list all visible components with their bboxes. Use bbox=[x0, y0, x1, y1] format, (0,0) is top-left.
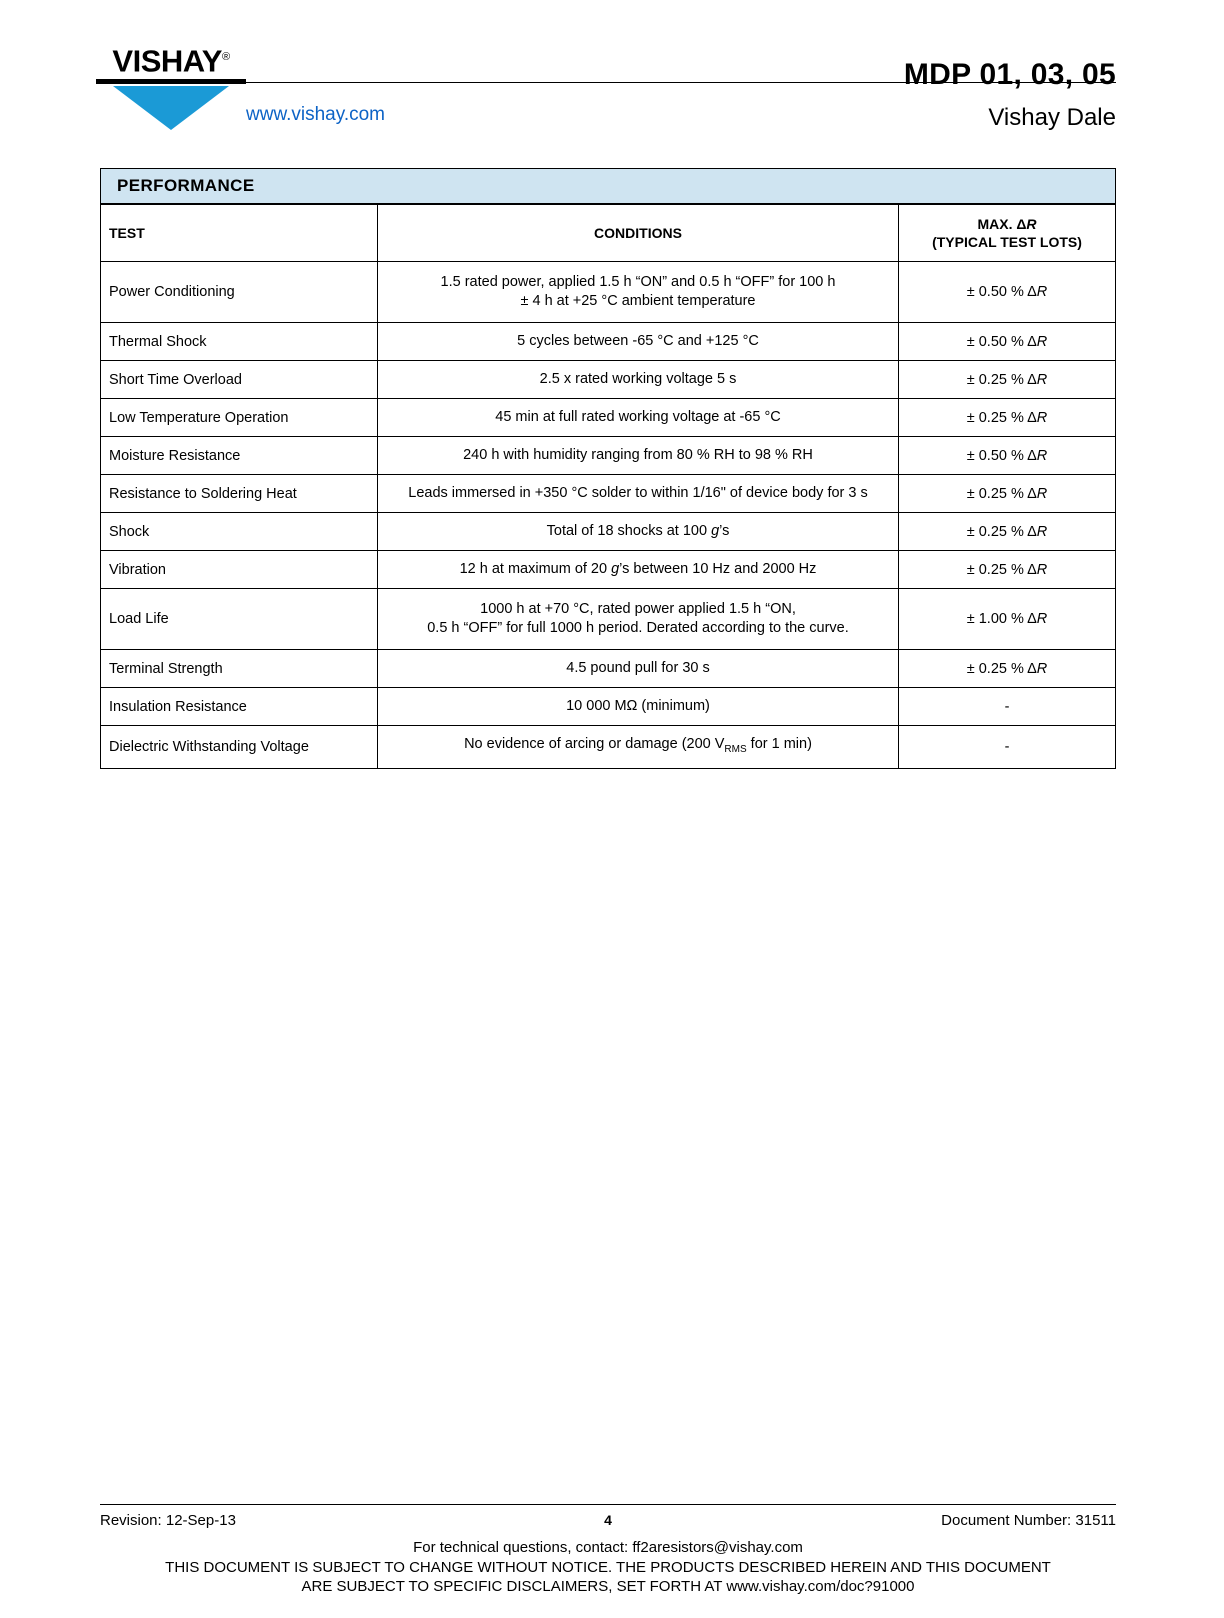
cell-conditions-line: 45 min at full rated working voltage at -65 °C bbox=[495, 409, 781, 425]
logo-bar bbox=[96, 79, 246, 84]
cell-test-name: Insulation Resistance bbox=[101, 688, 378, 726]
cell-conditions-line: Total of 18 shocks at 100 g’s bbox=[546, 523, 730, 539]
cell-test-name: Low Temperature Operation bbox=[101, 399, 378, 437]
table-row bbox=[101, 437, 1115, 475]
cell-conditions-line: Leads immersed in +350 °C solder to within 1/16" of device body for 3 s bbox=[408, 485, 868, 501]
table-header bbox=[101, 205, 1115, 262]
logo-wordmark-text: VISHAY bbox=[112, 43, 222, 79]
logo-triangle-icon bbox=[113, 86, 229, 130]
column-header-max-dr bbox=[899, 205, 1116, 262]
logo-wordmark bbox=[96, 40, 246, 78]
cell-max-delta-r: ± 0.25 % ΔR bbox=[899, 475, 1116, 513]
header-url-link[interactable]: www.vishay.com bbox=[246, 104, 386, 125]
table-row bbox=[101, 399, 1115, 437]
table-row bbox=[101, 589, 1115, 650]
cell-conditions-line: 10 000 MΩ (minimum) bbox=[566, 698, 710, 714]
column-header-max-dr-line2: (TYPICAL TEST LOTS) bbox=[932, 234, 1082, 250]
cell-conditions-line: 0.5 h “OFF” for full 1000 h period. Derated according to the curve. bbox=[427, 620, 849, 636]
cell-max-delta-r: - bbox=[899, 688, 1116, 726]
cell-max-delta-r: ± 0.50 % ΔR bbox=[899, 262, 1116, 323]
page-title: MDP 01, 03, 05 bbox=[903, 58, 1116, 91]
page-header bbox=[96, 34, 1116, 154]
footer-page-number: 4 bbox=[604, 1512, 612, 1528]
cell-conditions bbox=[378, 361, 899, 399]
registered-mark-icon: ® bbox=[221, 51, 230, 63]
footer-disclaimer-line1: THIS DOCUMENT IS SUBJECT TO CHANGE WITHOUT NOTICE. THE PRODUCTS DESCRIBED HEREIN AND THIS DOCUMENT bbox=[165, 1559, 1051, 1576]
cell-conditions bbox=[378, 589, 899, 650]
cell-max-delta-r: ± 1.00 % ΔR bbox=[899, 589, 1116, 650]
footer-divider bbox=[100, 1504, 1116, 1505]
cell-conditions-line: 4.5 pound pull for 30 s bbox=[566, 660, 710, 676]
cell-test-name: Resistance to Soldering Heat bbox=[101, 475, 378, 513]
cell-conditions bbox=[378, 726, 899, 768]
cell-conditions bbox=[378, 262, 899, 323]
cell-conditions bbox=[378, 399, 899, 437]
table-row bbox=[101, 726, 1115, 768]
cell-conditions bbox=[378, 688, 899, 726]
footer-document-number: Document Number: 31511 bbox=[941, 1512, 1116, 1529]
column-header-test: TEST bbox=[101, 205, 378, 262]
cell-conditions-line: 2.5 x rated working voltage 5 s bbox=[539, 371, 737, 387]
table-row bbox=[101, 513, 1115, 551]
footer-disclaimer-link[interactable]: www.vishay.com/doc?91000 bbox=[726, 1578, 915, 1595]
performance-section-title: PERFORMANCE bbox=[101, 169, 1115, 204]
footer-disclaimer-line2 bbox=[100, 1577, 1116, 1596]
cell-conditions-line: No evidence of arcing or damage (200 $V_{RMS}$ for 1 min) bbox=[464, 736, 812, 755]
footer-disclaimer-line2-prefix: ARE SUBJECT TO SPECIFIC DISCLAIMERS, SET FORTH AT bbox=[301, 1578, 727, 1595]
cell-max-delta-r: ± 0.25 % ΔR bbox=[899, 551, 1116, 589]
footer-contact-email-link[interactable]: ff2aresistors@vishay.com bbox=[632, 1539, 803, 1556]
table-row bbox=[101, 688, 1115, 726]
table-row bbox=[101, 650, 1115, 688]
cell-max-delta-r: ± 0.50 % ΔR bbox=[899, 437, 1116, 475]
cell-conditions bbox=[378, 323, 899, 361]
cell-max-delta-r: - bbox=[899, 726, 1116, 768]
cell-conditions bbox=[378, 551, 899, 589]
cell-test-name: Terminal Strength bbox=[101, 650, 378, 688]
table-row bbox=[101, 361, 1115, 399]
footer-contact bbox=[100, 1539, 1116, 1556]
cell-max-delta-r: ± 0.25 % ΔR bbox=[899, 513, 1116, 551]
cell-conditions-line: 5 cycles between -65 °C and +125 °C bbox=[517, 333, 759, 349]
cell-max-delta-r: ± 0.25 % ΔR bbox=[899, 650, 1116, 688]
cell-max-delta-r: ± 0.50 % ΔR bbox=[899, 323, 1116, 361]
cell-test-name: Shock bbox=[101, 513, 378, 551]
cell-conditions-line: 12 h at maximum of 20 g’s between 10 Hz and 2000 Hz bbox=[459, 561, 817, 577]
cell-test-name: Vibration bbox=[101, 551, 378, 589]
cell-test-name: Moisture Resistance bbox=[101, 437, 378, 475]
cell-max-delta-r: ± 0.25 % ΔR bbox=[899, 361, 1116, 399]
page-footer bbox=[100, 1504, 1116, 1596]
vishay-logo bbox=[96, 40, 246, 130]
column-header-conditions: CONDITIONS bbox=[378, 205, 899, 262]
footer-contact-prefix: For technical questions, contact: bbox=[413, 1539, 633, 1556]
cell-conditions bbox=[378, 650, 899, 688]
table-row bbox=[101, 262, 1115, 323]
cell-test-name: Thermal Shock bbox=[101, 323, 378, 361]
cell-conditions-line: 1.5 rated power, applied 1.5 h “ON” and 0.5 h “OFF” for 100 h bbox=[440, 274, 836, 290]
cell-conditions bbox=[378, 475, 899, 513]
cell-conditions bbox=[378, 513, 899, 551]
footer-meta-row bbox=[100, 1512, 1116, 1534]
cell-max-delta-r: ± 0.25 % ΔR bbox=[899, 399, 1116, 437]
table-header-row bbox=[101, 205, 1115, 262]
cell-conditions bbox=[378, 437, 899, 475]
page-subtitle: Vishay Dale bbox=[988, 104, 1116, 131]
table-row bbox=[101, 475, 1115, 513]
cell-test-name: Load Life bbox=[101, 589, 378, 650]
column-header-max-dr-line1: MAX. ΔR bbox=[977, 216, 1037, 232]
cell-test-name: Short Time Overload bbox=[101, 361, 378, 399]
cell-test-name: Dielectric Withstanding Voltage bbox=[101, 726, 378, 768]
footer-disclaimer bbox=[100, 1558, 1116, 1596]
table-row bbox=[101, 551, 1115, 589]
cell-test-name: Power Conditioning bbox=[101, 262, 378, 323]
cell-conditions-line: ± 4 h at +25 °C ambient temperature bbox=[520, 293, 756, 309]
document-page bbox=[0, 34, 1224, 1618]
footer-revision: Revision: 12-Sep-13 bbox=[100, 1512, 236, 1529]
performance-table-container bbox=[100, 168, 1116, 769]
table-body bbox=[101, 262, 1115, 768]
table-row bbox=[101, 323, 1115, 361]
cell-conditions-line: 1000 h at +70 °C, rated power applied 1.5 h “ON, bbox=[480, 601, 796, 617]
cell-conditions-line: 240 h with humidity ranging from 80 % RH to 98 % RH bbox=[463, 447, 813, 463]
performance-table bbox=[101, 204, 1115, 768]
